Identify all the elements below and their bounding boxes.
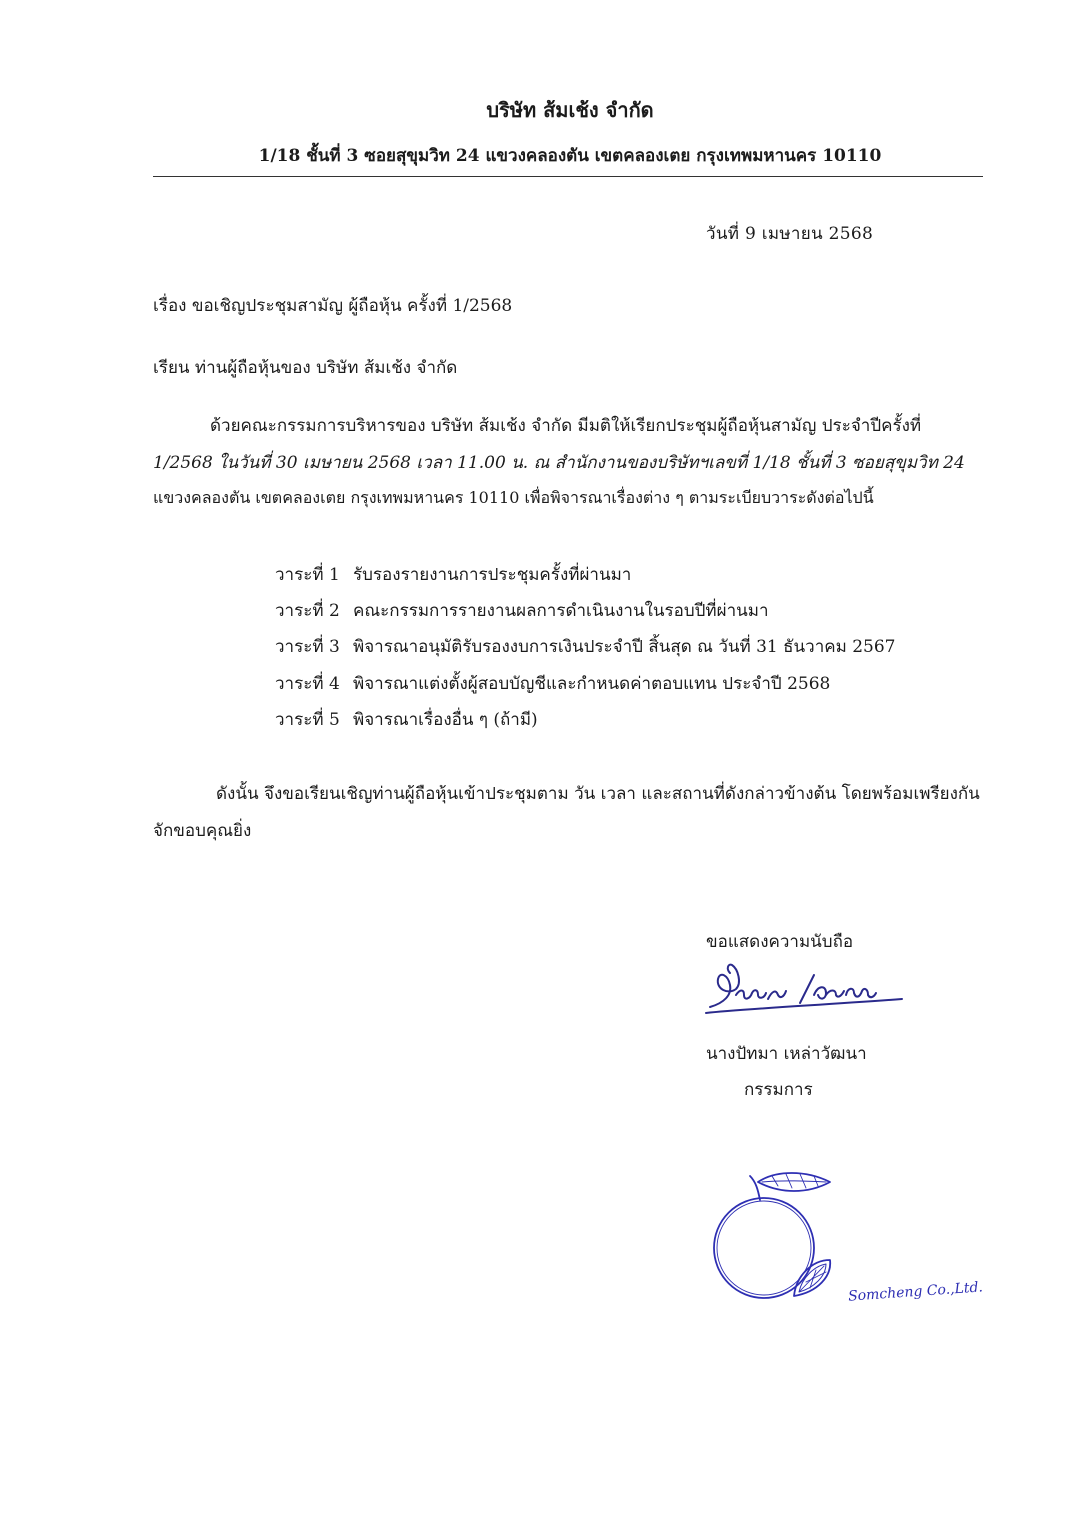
body-line-2: 1/2568 ในวันที่ 30 เมษายน 2568 เวลา 11.00 น. ณ สำนักงานของบริษัทฯเลขที่ 1/18 ชั้นที่ 3 ซอยสุขุมวิท 24 — [153, 453, 965, 473]
stamp-company-text: Somcheng Co.,Ltd. — [847, 1279, 984, 1305]
company-address: 1/18 ชั้นที่ 3 ซอยสุขุมวิท 24 แขวงคลองตัน เขตคลองเตย กรุงเทพมหานคร 10110 — [258, 146, 882, 166]
handwritten-signature — [702, 955, 932, 1025]
agenda-item — [275, 633, 896, 660]
agenda-item — [275, 561, 631, 588]
agenda-number: วาระที่ 3 — [275, 637, 340, 657]
agenda-text: พิจารณาแต่งตั้งผู้สอบบัญชีและกำหนดค่าตอบแทน ประจำปี 2568 — [353, 674, 831, 694]
closing-line-1: ดังนั้น จึงขอเรียนเชิญท่านผู้ถือหุ้นเข้าประชุมตาม วัน เวลา และสถานที่ดังกล่าวข้างต้น โดยพร้อมเพรียงกัน — [216, 784, 980, 804]
agenda-text: รับรองรายงานการประชุมครั้งที่ผ่านมา — [353, 565, 632, 585]
company-name: บริษัท ส้มเช้ง จำกัด — [486, 98, 654, 122]
body-line-3: แขวงคลองตัน เขตคลองเตย กรุงเทพมหานคร 10110 เพื่อพิจารณาเรื่องต่าง ๆ ตามระเบียบวาระดังต่อไปนี้ — [153, 488, 874, 507]
signer-position: กรรมการ — [744, 1080, 813, 1100]
letter-recipient: เรียน ท่านผู้ถือหุ้นของ บริษัท ส้มเช้ง จำกัด — [153, 358, 458, 378]
letter-date: วันที่ 9 เมษายน 2568 — [706, 224, 874, 244]
agenda-text: คณะกรรมการรายงานผลการดำเนินงานในรอบปีที่ผ่านมา — [353, 601, 769, 621]
agenda-number: วาระที่ 1 — [275, 565, 340, 585]
agenda-text: พิจารณาอนุมัติรับรองงบการเงินประจำปี สิ้นสุด ณ วันที่ 31 ธันวาคม 2567 — [353, 637, 896, 657]
agenda-item — [275, 670, 830, 697]
signer-name: นางปัทมา เหล่าวัฒนา — [706, 1044, 867, 1064]
closing-regards: ขอแสดงความนับถือ — [706, 932, 854, 952]
agenda-number: วาระที่ 4 — [275, 674, 340, 694]
agenda-text: พิจารณาเรื่องอื่น ๆ (ถ้ามี) — [353, 710, 538, 730]
closing-line-2: จักขอบคุณยิ่ง — [153, 821, 252, 841]
letter-subject: เรื่อง ขอเชิญประชุมสามัญ ผู้ถือหุ้น ครั้งที่ 1/2568 — [153, 296, 513, 316]
agenda-number: วาระที่ 5 — [275, 710, 340, 730]
agenda-number: วาระที่ 2 — [275, 601, 340, 621]
body-line-1: ด้วยคณะกรรมการบริหารของ บริษัท ส้มเช้ง จำกัด มีมติให้เรียกประชุมผู้ถือหุ้นสามัญ ประจำปีครั้งที่ — [210, 416, 922, 436]
agenda-item — [275, 706, 538, 733]
agenda-item — [275, 597, 769, 624]
letterhead-divider — [153, 176, 983, 177]
